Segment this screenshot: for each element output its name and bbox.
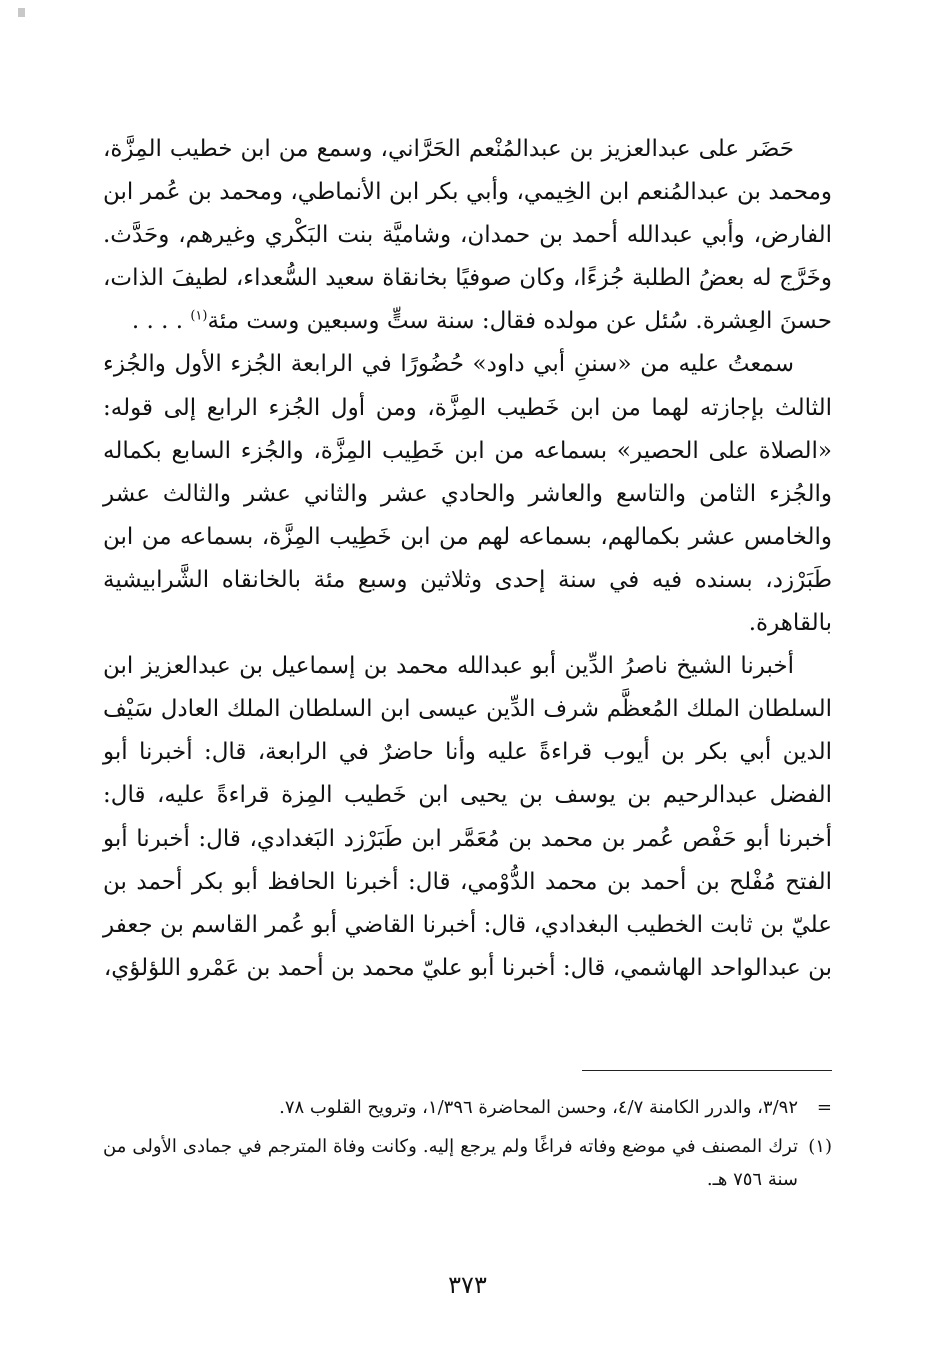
footnote-1 xyxy=(103,1130,832,1196)
scan-mark xyxy=(18,8,25,17)
paragraph-text: حَضَر على عبدالعزيز بن عبدالمُنْعم الحَرَّاني، وسمع من ابن خطيب المِزَّة، ومحمد بن عبدالمُنعم ابن الخِيمي، وأبي بكر ابن الأنماطي، ومحمد بن عُمر ابن الفارض، وأبي عبدالله أحمد بن حمدان، وشاميَّة بنت البَكْري وغيرهم، وحَدَّث. وخَرَّج له بعضُ الطلبة جُزءًا، وكان صوفيًا بخانقاة سعيد السُّعداء، لطيفَ الذات، حسنَ العِشرة. سُئل عن مولده فقال: سنة ستٍّ وسبعين وست مئة xyxy=(103,136,832,335)
footnote-text: ترك المصنف في موضع وفاته فراغًا ولم يرجع إليه. وكانت وفاة المترجم في جمادى الأولى من سنة ٧٥٦ هـ. xyxy=(103,1136,798,1190)
footnote-marker: (١) xyxy=(808,1136,832,1157)
footnote-marker: = xyxy=(816,1097,832,1118)
page-number: ٣٧٣ xyxy=(448,1271,487,1299)
paragraph-1 xyxy=(103,128,832,343)
paragraph-2 xyxy=(103,343,832,645)
paragraph-text: أخبرنا الشيخ ناصرُ الدِّين أبو عبدالله محمد بن إسماعيل بن عبدالعزيز ابن السلطان الملك المُعظَّم شرف الدِّين عيسى ابن السلطان الملك العادل سَيْف الدين أبي بكر بن أيوب قراءةً عليه وأنا حاضرٌ في الرابعة، قال: أخبرنا أبو الفضل عبدالرحيم بن يوسف بن يحيى ابن خَطيب المِزة قراءةً عليه، قال: أخبرنا أبو حَفْص عُمر بن محمد بن مُعَمَّر ابن طَبَرْزد البَغدادي، قال: أخبرنا أبو الفتح مُفْلح بن أحمد بن محمد الدُّوْمي، قال: أخبرنا الحافظ أبو بكر أحمد بن عليّ بن ثابت الخطيب البغدادي، قال: أخبرنا القاضي أبو عُمر القاسم بن جعفر بن عبدالواحد الهاشمي، قال: أخبرنا أبو عليّ محمد بن أحمد بن عَمْرو اللؤلؤي، xyxy=(103,653,832,981)
paragraph-text: سمعتُ عليه من «سننِ أبي داود» حُضُورًا في الرابعة الجُزء الأول والجُزء الثالث بإجازته لهما من ابن خَطيب المِزَّة، ومن أول الجُزء الرابع إلى قوله: «الصلاة على الحصير» بسماعه من ابن خَطِيب المِزَّة، والجُزء السابع بكماله والجُزء الثامن والتاسع والعاشر والحادي عشر والثاني عشر والثالث عشر والخامس عشر بكمالهم، بسماعه لهم من ابن خَطِيب المِزَّة، بسماعه من ابن طَبَرْزد، بسنده فيه في سنة إحدى وثلاثين وسبع مئة بالخانقاه الشَّرابيشية بالقاهرة. xyxy=(103,351,832,637)
footnote-text: ٣/٩٢، والدرر الكامنة ٤/٧، وحسن المحاضرة ١/٣٩٦، وترويح القلوب ٧٨. xyxy=(279,1097,798,1118)
main-text xyxy=(103,128,832,990)
footnote-separator xyxy=(582,1070,832,1071)
ellipsis: . . . . xyxy=(131,308,184,335)
footnotes xyxy=(103,1091,832,1202)
footnote-reference: (١) xyxy=(190,308,208,324)
paragraph-3 xyxy=(103,645,832,990)
footnote-continuation xyxy=(103,1091,832,1124)
